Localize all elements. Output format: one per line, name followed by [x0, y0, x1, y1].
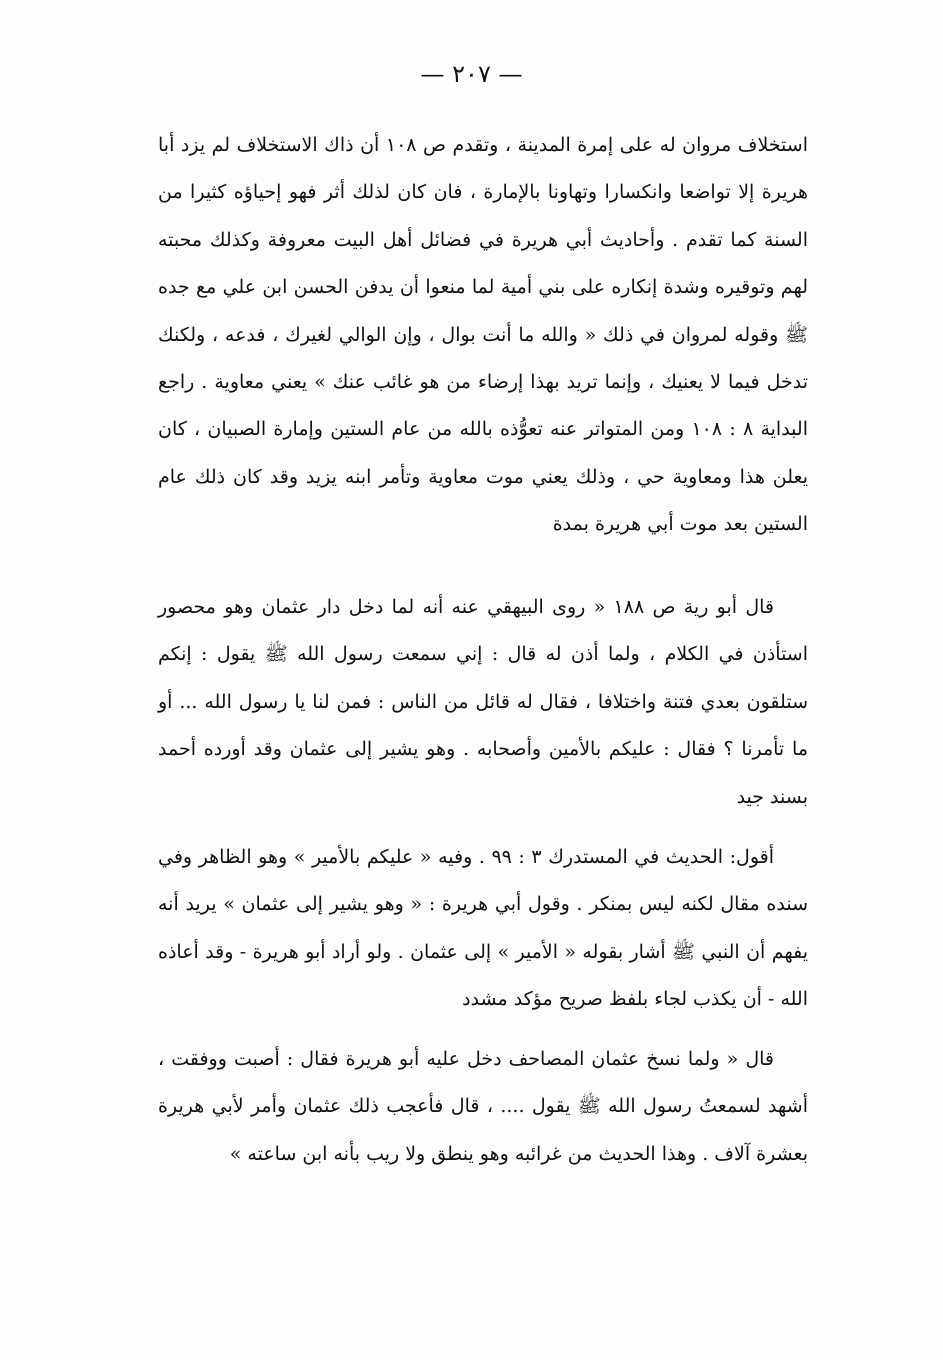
paragraph-1: استخلاف مروان له على إمرة المدينة ، وتقدم ص ١٠٨ أن ذاك الاستخلاف لم يزد أبا هريرة إلا تواضعا وانكسارا وتهاونا بالإمارة ، فان كان لذلك أثر فهو إحياؤه كثيرا من السنة كما تقدم . وأحاديث أبي هريرة في فضائل أهل البيت معروفة وكذلك محبته لهم وتوقيره وشدة إنكاره على بني أمية لما منعوا أن يدفن الحسن ابن علي مع جده ﷺ وقوله لمروان في ذلك « والله ما أنت بوال ، وإن الوالي لغيرك ، فدعه ، ولكنك تدخل فيما لا يعنيك ، وإنما تريد بهذا إرضاء من هو غائب عنك » يعني معاوية . راجع البداية ٨ : ١٠٨ ومن المتواتر عنه تعوُّذه بالله من عام الستين وإمارة الصبيان ، كان يعلن هذا ومعاوية حي ، وذلك يعني موت معاوية وتأمر ابنه يزيد وقد كان ذلك عام الستين بعد موت أبي هريرة بمدة [158, 134, 808, 536]
page-number: — ٢٠٧ — [420, 60, 523, 88]
paragraph-3: أقول: الحديث في المستدرك ٣ : ٩٩ . وفيه « عليكم بالأمير » وهو الظاهر وفي سنده مقال لكنه ليس بمنكر . وقول أبي هريرة : « وهو يشير إلى عثمان » يريد أنه يفهم أن النبي ﷺ أشار بقوله « الأمير » إلى عثمان . ولو أراد أبو هريرة - وقد أعاذه الله - أن يكذب لجاء بلفظ صريح مؤكد مشدد [158, 846, 808, 1011]
paragraph-2: قال أبو رية ص ١٨٨ « روى البيهقي عنه أنه لما دخل دار عثمان وهو محصور استأذن في الكلام ، ولما أذن له قال : إني سمعت رسول الله ﷺ يقول : إنكم ستلقون بعدي فتنة واختلافا ، فقال له قائل من الناس : فمن لنا يا رسول الله ... أو ما تأمرنا ؟ فقال : عليكم بالأمين وأصحابه . وهو يشير إلى عثمان وقد أورده أحمد بسند جيد [158, 596, 808, 808]
paragraph-4: قال « ولما نسخ عثمان المصاحف دخل عليه أبو هريرة فقال : أصبت ووفقت ، أشهد لسمعتُ رسول الله ﷺ يقول .... ، قال فأعجب ذلك عثمان وأمر لأبي هريرة بعشرة آلاف . وهذا الحديث من غرائبه وهو ينطق ولا ريب بأنه ابن ساعته » [158, 1048, 808, 1165]
